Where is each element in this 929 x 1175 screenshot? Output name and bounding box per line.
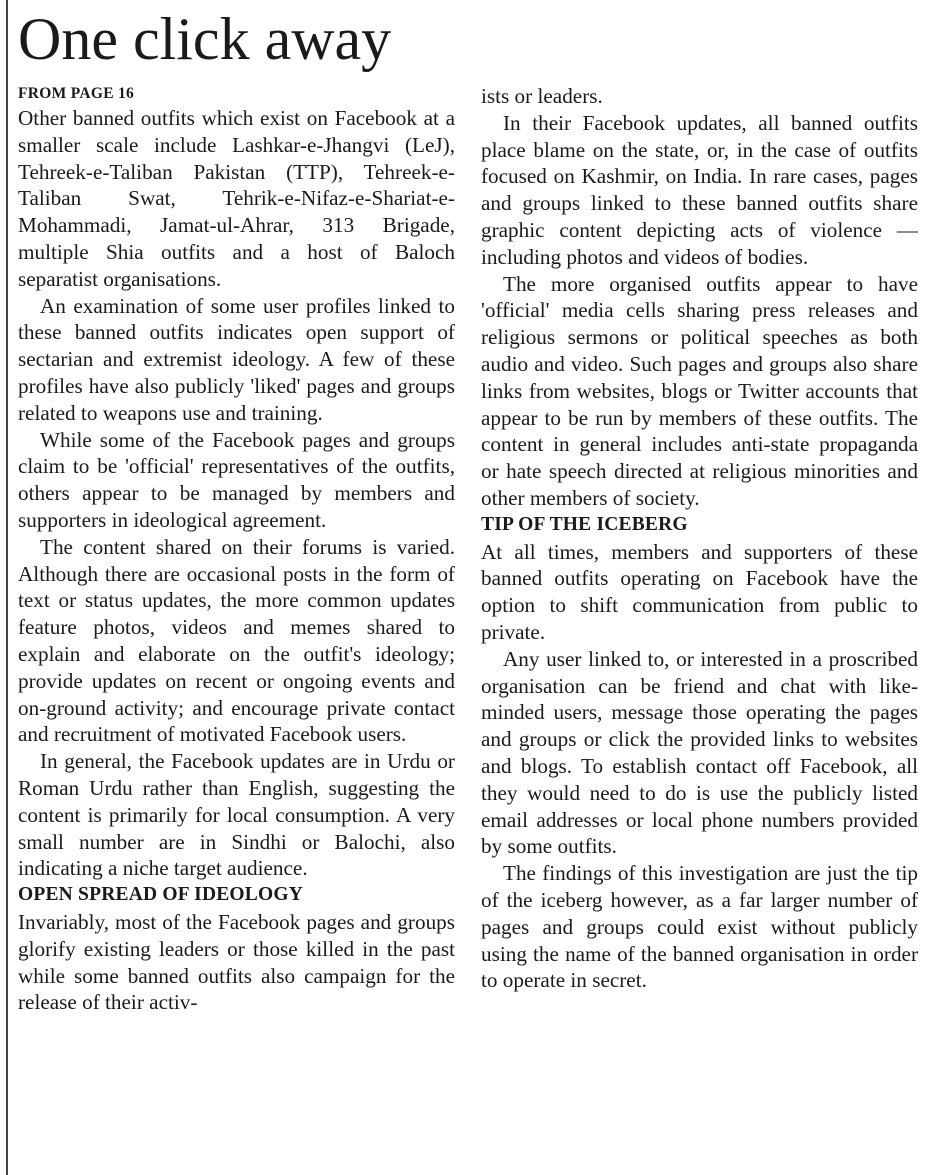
article-paragraph: The more organised outfits appear to have 'official' media cells sharing press releases and religious sermons or political speeches as both audio and video. Such pages and groups also share links from websites, blogs or Twitter accounts that appear to be run by members of these outfits. The content in general includes anti-state propaganda or hate speech directed at religious minorities and other members of society.: [481, 271, 918, 510]
article-paragraph: Other banned outfits which exist on Facebook at a smaller scale include Lashkar-e-Jhangvi (LeJ), Tehreek-e-Taliban Pakistan (TTP), Tehreek-e-Taliban Swat, Tehrik-e-Nifaz-e-Shariat-e-Mohammadi, Jamat-ul-Ahrar, 313 Brigade, multiple Shia outfits and a host of Baloch separatist organisations.: [18, 106, 455, 291]
article-paragraph: ists or leaders.: [481, 84, 603, 108]
article-paragraph: While some of the Facebook pages and groups claim to be 'official' representatives of the outfits, others appear to be managed by members and supporters in ideological agreement.: [18, 427, 455, 532]
kicker: FROM PAGE 16: [18, 85, 135, 102]
subhead-tip-of-iceberg: TIP OF THE ICEBERG: [481, 513, 688, 535]
headline: One click away: [18, 6, 392, 72]
article-paragraph: In general, the Facebook updates are in Urdu or Roman Urdu rather than English, suggesting the content is primarily for local consumption. A very small number are in Sindhi or Balochi, also indicating a niche target audience.: [18, 749, 455, 881]
left-column: [18, 83, 455, 1016]
article-paragraph: In their Facebook updates, all banned outfits place blame on the state, or, in the case of outfits focused on Kashmir, on India. In rare cases, pages and groups linked to these banned outfits share graphic content depicting acts of violence — including photos and videos of bodies.: [481, 110, 918, 269]
article-paragraph: At all times, members and supporters of these banned outfits operating on Facebook have the option to shift communication from public to private.: [481, 539, 918, 644]
article-paragraph: Any user linked to, or interested in a proscribed organisation can be friend and chat with like-minded users, message those operating the pages and groups or click the provided links to websites and blogs. To establish contact off Facebook, all they would need to do is use the publicly listed email addresses or local phone numbers provided by some outfits.: [481, 646, 918, 859]
article-paragraph: The content shared on their forums is varied. Although there are occasional posts in the form of text or status updates, the more common updates feature photos, videos and memes shared to explain and elaborate on the outfit's ideology; provide updates on recent or ongoing events and on-ground activity; and encourage private contact and recruitment of motivated Facebook users.: [18, 534, 455, 747]
article-paragraph: An examination of some user profiles linked to these banned outfits indicates open support of sectarian and extremist ideology. A few of these profiles have also publicly 'liked' pages and groups related to weapons use and training.: [18, 293, 455, 425]
article-paragraph: The findings of this investigation are just the tip of the iceberg however, as a far larger number of pages and groups could exist without publicly using the name of the banned organisation in order to operate in secret.: [481, 861, 918, 993]
right-column: [481, 83, 918, 994]
column-rule: [6, 0, 8, 1175]
subhead-open-spread: OPEN SPREAD OF IDEOLOGY: [18, 884, 304, 906]
article-paragraph: Invariably, most of the Facebook pages and groups glorify existing leaders or those killed in the past while some banned outfits also campaign for the release of their activ-: [18, 909, 455, 1015]
